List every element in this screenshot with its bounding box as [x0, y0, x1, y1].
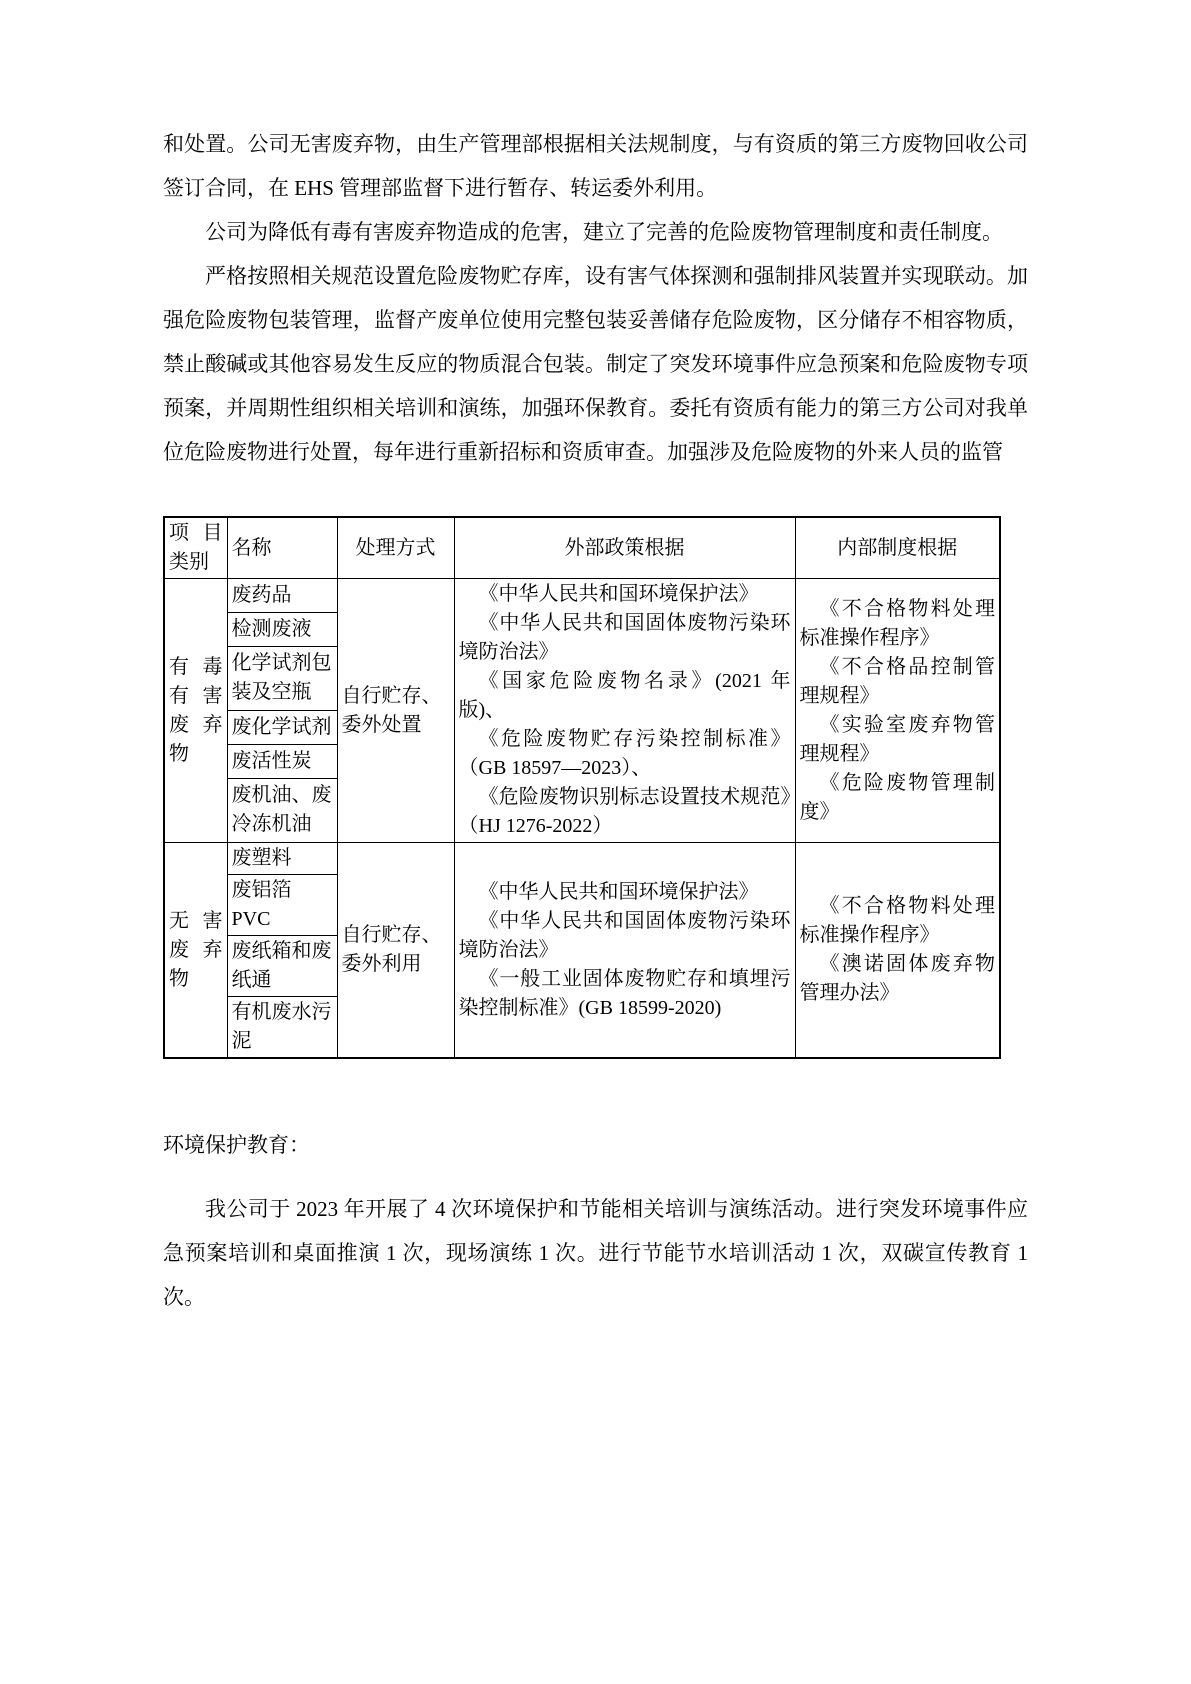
- name-cell-activated-carbon: 废活性炭: [227, 744, 337, 778]
- external-policy-cell-hazardous: [454, 579, 795, 843]
- policy-entry: 《澳诺固体废弃物管理办法》: [799, 953, 995, 1004]
- header-category-line1: 项 目: [169, 522, 223, 544]
- paragraph-waste-disposal-continuation: 和处置。公司无害废弃物，由生产管理部根据相关法规制度，与有资质的第三方废物回收公司签订合同，在 EHS 管理部监督下进行暂存、转运委外利用。: [163, 132, 1028, 200]
- header-category-line2: 类别: [169, 551, 209, 573]
- education-paragraph: 我公司于 2023 年开展了 4 次环境保护和节能相关培训与演练活动。进行突发环境事件应急预案培训和桌面推演 1 次，现场演练 1 次。进行节能节水培训活动 1 次，双碳宣传教育 1 次。: [163, 1197, 1028, 1309]
- name-cell-waste-drugs: 废药品: [227, 579, 337, 613]
- policy-entry: 《实验室废弃物管理规程》: [799, 713, 995, 765]
- policy-entry: 《不合格物料处理标准操作程序》: [799, 895, 995, 946]
- name-cell-test-liquid: 检测废液: [227, 612, 337, 646]
- paragraph-hazardous-system: 公司为降低有毒有害废弃物造成的危害，建立了完善的危险废物管理制度和责任制度。: [205, 220, 1003, 244]
- method-cell-hazardous: 自行贮存、委外处置: [337, 579, 454, 843]
- policy-entry: 《一般工业固体废物贮存和填埋污染控制标准》(GB 18599-2020): [458, 967, 791, 1019]
- internal-policy-cell-nonhazardous: [795, 843, 1000, 1059]
- policy-entry: 《中华人民共和国环境保护法》: [478, 583, 759, 605]
- paragraph-hazardous-management: 严格按照相关规范设置危险废物贮存库，设有害气体探测和强制排风装置并实现联动。加强危险废物包装管理，监督产废单位使用完整包装妥善储存危险废物，区分储存不相容物质，禁止酸碱或其他容易发生反应的物质混合包装。制定了突发环境事件应急预案和危险废物专项预案，并周期性组织相关培训和演练，加强环保教育。委托有资质有能力的第三方公司对我单位危险废物进行处置，每年进行重新招标和资质审查。加强涉及危险废物的外来人员的监管: [163, 264, 1028, 464]
- name-cell-waste-reagent: 废化学试剂: [227, 710, 337, 744]
- internal-policy-cell-hazardous: [795, 579, 1000, 843]
- policy-entry: 《中华人民共和国环境保护法》: [478, 880, 759, 903]
- category-cell-hazardous: [164, 579, 227, 843]
- method-cell-nonhazardous: 自行贮存、委外利用: [337, 843, 454, 1059]
- category-line: 无 害: [169, 909, 223, 932]
- header-method-cell: 处理方式: [337, 517, 454, 579]
- waste-management-table: [163, 516, 1001, 1059]
- policy-entry: 《不合格品控制管理规程》: [799, 655, 995, 707]
- category-line: 物: [169, 967, 189, 990]
- name-cell-waste-plastic: 废塑料: [227, 843, 337, 875]
- category-line: 有 害: [169, 684, 223, 707]
- external-policy-cell-nonhazardous: [454, 843, 795, 1059]
- policy-entry: 《不合格物料处理标准操作程序》: [799, 597, 995, 649]
- intro-section: [163, 122, 1028, 474]
- header-external-policy-cell: 外部政策根据: [454, 517, 795, 579]
- policy-entry: 《危险废物贮存污染控制标准》（GB 18597—2023）、: [458, 728, 791, 779]
- table-row: [164, 579, 1000, 613]
- policy-entry: 《危险废物识别标志设置技术规范》（HJ 1276-2022）: [458, 786, 791, 837]
- name-cell-waste-carton: 废纸箱和废纸通: [227, 936, 337, 997]
- policy-entry: 《中华人民共和国固体废物污染环境防治法》: [458, 612, 791, 663]
- header-name-cell: 名称: [227, 517, 337, 579]
- category-line: 有 毒: [169, 655, 223, 678]
- category-line: 废 弃: [169, 938, 223, 961]
- policy-entry: 《国家危险废物名录》(2021 年版)、: [458, 670, 791, 721]
- category-line: 废 弃: [169, 713, 223, 736]
- table-row: [164, 843, 1000, 875]
- education-heading: 环境保护教育：: [163, 1133, 310, 1157]
- policy-entry: 《中华人民共和国固体废物污染环境防治法》: [458, 909, 791, 961]
- header-internal-policy-cell: 内部制度根据: [795, 517, 1000, 579]
- header-category-cell: [164, 517, 227, 579]
- category-cell-nonhazardous: [164, 843, 227, 1059]
- name-cell-reagent-packaging: 化学试剂包装及空瓶: [227, 646, 337, 710]
- table-header-row: [164, 517, 1000, 579]
- name-cell-waste-oil: 废机油、废冷冻机油: [227, 778, 337, 842]
- name-cell-organic-sludge: 有机废水污泥: [227, 997, 337, 1059]
- category-line: 物: [169, 742, 189, 765]
- name-cell-aluminum-foil-pvc: 废铝箔 PVC: [227, 875, 337, 936]
- policy-entry: 《危险废物管理制度》: [799, 771, 995, 823]
